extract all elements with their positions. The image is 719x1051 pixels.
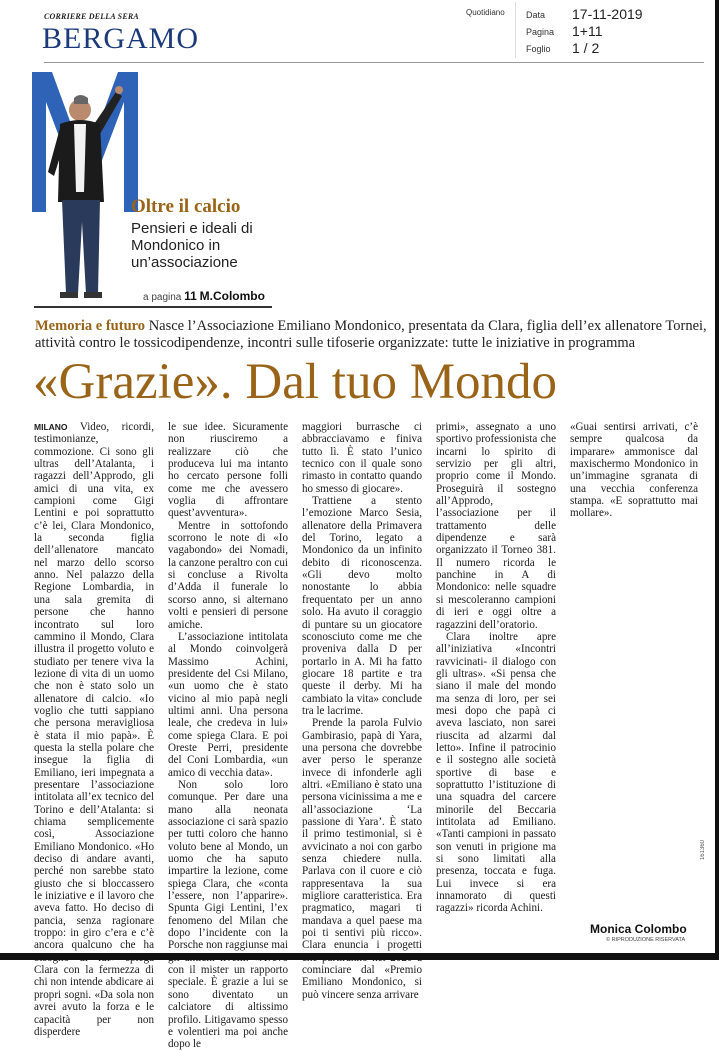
masthead-divider [44,62,704,63]
feature-divider [34,306,272,308]
paragraph: Non solo loro comunque. Per dare una mano alla neonata associazione ci sarà spazio per tutti coloro che hanno voluto bene al Mondo, un uomo che ha saputo impartire la lezione, come spiega Clara, che «conta l’essere, non l’apparire». Spunta Gigi Lentini, l’ex fenomeno del Milan che dopo l’incidente con la Porsche non raggiunse mai con il mister un rapporto speciale. È grazie a lui se sono diventato un calciatore di altissimo profilo. Litigavamo spesso e volentieri ma poi anche dopo le [168,778,288,1051]
meta-label: Pagina [526,27,555,37]
article-column-5 [570,421,698,937]
article-kicker [35,318,707,352]
paragraph: Trattiene a stento l’emozione Marco Sesia, allenatore della Primavera del Torino, legato a Mondonico da un infinito debito di riconoscenza. «Gli devo molto nonostante lo abbia frequentato per un anno solo. Ha avuto il coraggio di puntare su un giocatore sconosciuto come me che proveniva dalla D per portarlo in A. Mi ha fatto giocare 18 partite e tra queste il derby. Mi ha cambiato la vita» conclude tra le lacrime. [302,495,422,717]
masthead-edition: BERGAMO [42,22,200,55]
article-column-4 [436,421,556,937]
paragraph-text: Video, ricordi, testimonianze, commozione. Ci sono gli ultras dell’Atalanta, i ragazzi dell’Approdo, gli amici di una vita, ex campioni come Gigi Lentini e poi soprattutto c’è lei, Clara Mondonico, la seconda figlia dell’allenatore mancato nel marzo dello scorso anno. Nel palazzo della Regione Lombardia, in una sala gremita di persone che hanno incontrato sul loro cammino il Mondo, Clara illustra il progetto voluto e studiato per tenere viva la lezione di vita di un uomo che non è stato solo un allenatore di calcio. «Io voglio che tutti sappiano che persona meravigliosa è stata il mio papà». È questa la stella polare che insegue la figlia di Emiliano, ieri impegnata a presentare l’associazione intitolata all’ex tecnico del Torino e dell’Atalanta: si chiama semplicemente così, Associazione Emiliano Mondonico. «Ho deciso di andare avanti, perché non sarebbe stato giusto che si bloccassero le iniziative e il lavoro che aveva fatto. Ho deciso di pancia, senza ragionare troppo: in giro c’era e c’è ancora qualcuno che ha Clara con la fermezza di chi non intende abdicare ai propri sogni. «Da sola non avrei avuto la forza e le capacità per non disperdere [34,421,154,1038]
kicker-text: Nasce l’Associazione Emiliano Mondonico, presentata da Clara, figlia dell’ex allenatore Tornei, attività contro le tossicodipendenze, incontri sulle tifoserie organizzate: tutte le iniziative in programma [35,318,707,351]
paragraph [34,421,154,1038]
paragraph: Clara inoltre apre all’iniziativa «Incontri ravvicinati- il dialogo con gli ultras». «Si pensa che siano il male del mondo ma senza di loro, per sei mesi dopo che papà ci aveva lasciato, non sarei riuscita ad alzarmi dal letto». Infine il patrocinio e il sostegno alle società sportive di base e soprattutto l’istituzione di una squadra del carcere minorile del Beccaria intitolata ad Emiliano. «Tanti campioni in passato son venuti in prigione ma si sono limitati alla presenza, toccata e fuga. Lui invece si era innamorato di questi ragazzi» ricorda Achini. [436,630,556,915]
article-column-3 [302,421,422,1001]
copyright-notice: © RIPRODUZIONE RISERVATA [606,937,686,943]
article-headline: «Grazie». Dal tuo Mondo [33,354,558,410]
feature-ref-author: M.Colombo [199,289,265,303]
article-column-2 [168,421,288,1051]
feature-ref-prefix: a pagina [143,292,185,303]
paragraph: Mentre in sottofondo scorrono le note di «Io vagabondo» dei Nomadi, la canzone peraltro con cui si concluse a Rivolta d’Adda il funerale lo scorso anno, si alternano volti e pensieri di persone amiche. [168,519,288,631]
feature-page-reference [143,289,265,303]
masthead-newspaper-name: CORRIERE DELLA SERA [44,12,139,21]
paragraph: primi», assegnato a uno sportivo professionista che incarni lo spirito di servizio per gli altri, proprio come il Mondo. Proseguirà il sostegno all’Approdo, l’associazione per il trattamento delle dipendenze e sarà organizzato il Torneo 381. Il numero ricorda le panchine in A di Mondonico: nelle squadre si mescoleranno campioni di ieri e oggi oltre a ragazzini dell’oratorio. [436,421,556,631]
scan-border-bottom [0,953,719,960]
feature-title: Oltre il calcio [131,196,241,217]
feature-ref-page: 11 [184,289,197,303]
paragraph: maggiori burrasche ci abbracciavamo e finiva tutto lì. È stato l’unico tecnico con il quale sono rimasto in contatto quando ho smesso di giocare». [302,421,422,495]
article-column-1 [34,421,154,1038]
paragraph: «Guai sentirsi arrivati, c’è sempre qualcosa da imparare» ammonisce dal maxischermo Mondonico in un’immagine sgranata di una vecchia conferenza stampa. «E soprattutto mai mollare». [570,421,698,520]
publication-type: Quotidiano [466,8,505,17]
paragraph: Prende la parola Fulvio Gambirasio, papà di Yara, una persona che dovrebbe aver perso le speranze invece di infonderle agli altri. «Emiliano è stato una persona vicinissima a me e all’associazione ‘La passione di Yara’. È stato il primo testimonial, si è avvicinato a noi con garbo senza chiedere nulla. Parlava con il cuore e ciò rappresentava la sua migliore caratteristica. Era pragmatico, magari ti mandava a quel paese ma poi ti sentivi più ricco». Clara enuncia i progetti cominciare dal «Premio Emiliano Mondonico, si può vincere senza arrivare [302,717,422,1001]
big-m-graphic [30,72,140,307]
meta-label: Data [526,10,546,20]
byline: Monica Colombo [590,922,687,936]
dateline: MILANO [34,422,68,432]
meta-value: 17-11-2019 [572,6,643,22]
paragraph: le sue idee. Sicuramente non riusciremo a realizzare ciò che produceva lui ma intanto ho cercato persone folli come me che avessero voglia di affrontare quest’avventura». [168,421,288,520]
meta-label: Foglio [526,44,551,54]
feature-photo [30,72,140,307]
paragraph: L’associazione intitolata al Mondo coinvolgerà Massimo Achini, presidente del Csi Milano, «un uomo che è stato vicino al mio papà negli ultimi anni. Una persona leale, che credeva in lui» come spiega Clara. E poi Oreste Perri, presidente del Coni Lombardia, «un amico di vecchia data». [168,630,288,779]
meta-value: 1 / 2 [572,40,600,56]
side-code: 161360 [700,840,706,861]
meta-value: 1+11 [572,23,603,39]
kicker-lead: Memoria e futuro [35,318,146,334]
feature-subtitle: Pensieri e ideali di Mondonico in un’associazione [131,220,253,271]
clipping-meta-box [515,2,705,58]
